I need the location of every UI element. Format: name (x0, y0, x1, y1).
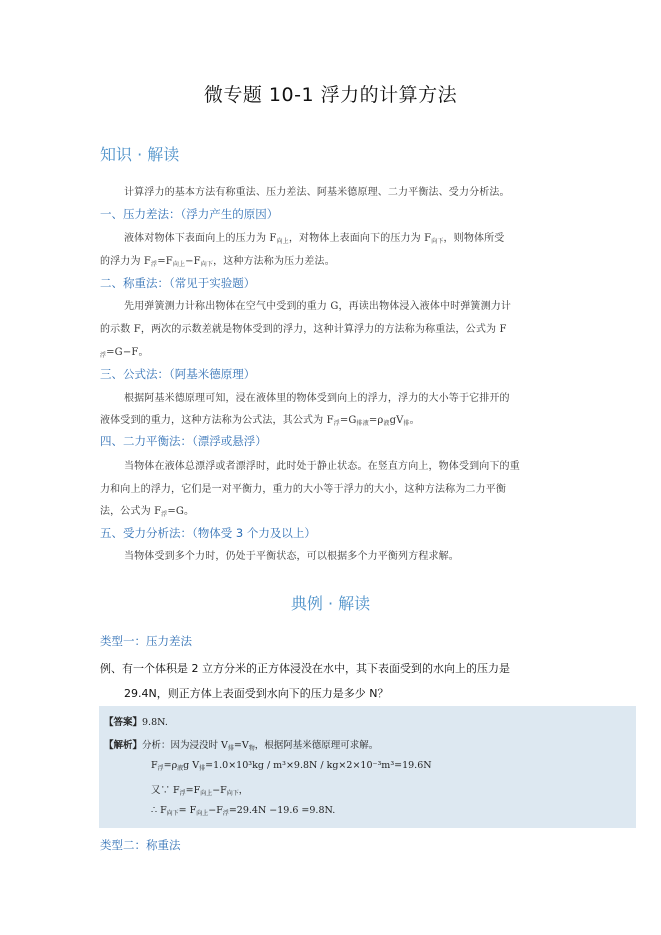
intro-text: 计算浮力的基本方法有称重法、压力差法、阿基米德原理、二力平衡法、受力分析法。 (124, 187, 510, 198)
section-4-line-3: 法，公式为 $F_浮=G$。 (100, 506, 195, 518)
knowledge-header: 知识 · 解读 (100, 145, 180, 164)
type-2-heading: 类型二：称重法 (100, 838, 181, 852)
section-1-line-1: 液体对物体下表面向上的压力为 $F_{向上}$，对物体上表面向下的压力为 $F_{向下}$，则物体所受 (124, 233, 505, 245)
question-line-1: 例、有一个体积是 2 立方分米的正方体浸没在水中，其下表面受到的水向上的压力是 (100, 662, 510, 675)
section-4-line-1: 当物体在液体总漂浮或者漂浮时，此时处于静止状态。在竖直方向上，物体受到向下的重 (124, 461, 520, 472)
section-4-line-2: 力和向上的浮力，它们是一对平衡力，重力的大小等于浮力的大小，这种方法称为二力平衡 (100, 484, 506, 495)
section-3-heading: 三、公式法：（阿基米德原理） (100, 367, 256, 381)
calc-line-2: 又∵ $F_浮=F_{向上}-F_{向下}$， (151, 785, 249, 797)
section-2-heading: 二、称重法：（常见于实验题） (100, 276, 256, 290)
analysis-line: 【解析】分析：因为浸没时 $V_排=V_物$，根据阿基米德原理可求解。 (104, 740, 379, 752)
answer-line: 【答案】9.8N. (104, 717, 168, 728)
section-3-line-2: 液体受到的重力，这种方法称为公式法，其公式为 $F_浮=G_{排液}=\rho_液gV_排$。 (100, 415, 420, 427)
section-2-line-1: 先用弹簧测力计称出物体在空气中受到的重力 G，再读出物体浸入液体中时弹簧测力计 (124, 301, 512, 312)
section-1-line-2: 的浮力为 $F_浮=F_{向上}-F_{向下}$，这种方法称为压力差法。 (100, 256, 335, 268)
type-1-heading: 类型一：压力差法 (100, 634, 192, 648)
section-3-line-1: 根据阿基米德原理可知，浸在液体里的物体受到向上的浮力，浮力的大小等于它排开的 (124, 393, 510, 404)
section-2-line-3: $_浮$=G−F。 (100, 347, 149, 359)
page-title: 微专题 10-1 浮力的计算方法 (203, 84, 458, 106)
examples-header: 典例 · 解读 (290, 594, 371, 613)
section-1-heading: 一、压力差法：（浮力产生的原因） (100, 207, 279, 221)
section-2-line-2: 的示数 F，两次的示数差就是物体受到的浮力，这种计算浮力的方法称为称重法，公式为 F (100, 324, 507, 335)
section-4-heading: 四、二力平衡法：（漂浮或悬浮） (100, 434, 267, 448)
question-line-2: 29.4N，则正方体上表面受到水向下的压力是多少 N？ (124, 687, 389, 700)
section-5-line-1: 当物体受到多个力时，仍处于平衡状态，可以根据多个力平衡列方程求解。 (124, 551, 459, 562)
calc-line-1: $F_浮=\rho_液g$ $V_排=1.0\times 10^3kg / m^3\times 9.8N / kg\times 2\times 10^{-3}m^3=19.6N$ (151, 760, 432, 772)
calc-line-3: ∴ $F_{向下}= F_{向上}-F_浮=29.4N -19.6 =9.8N$. (151, 805, 336, 817)
section-5-heading: 五、受力分析法：（物体受 3 个力及以上） (100, 526, 316, 540)
